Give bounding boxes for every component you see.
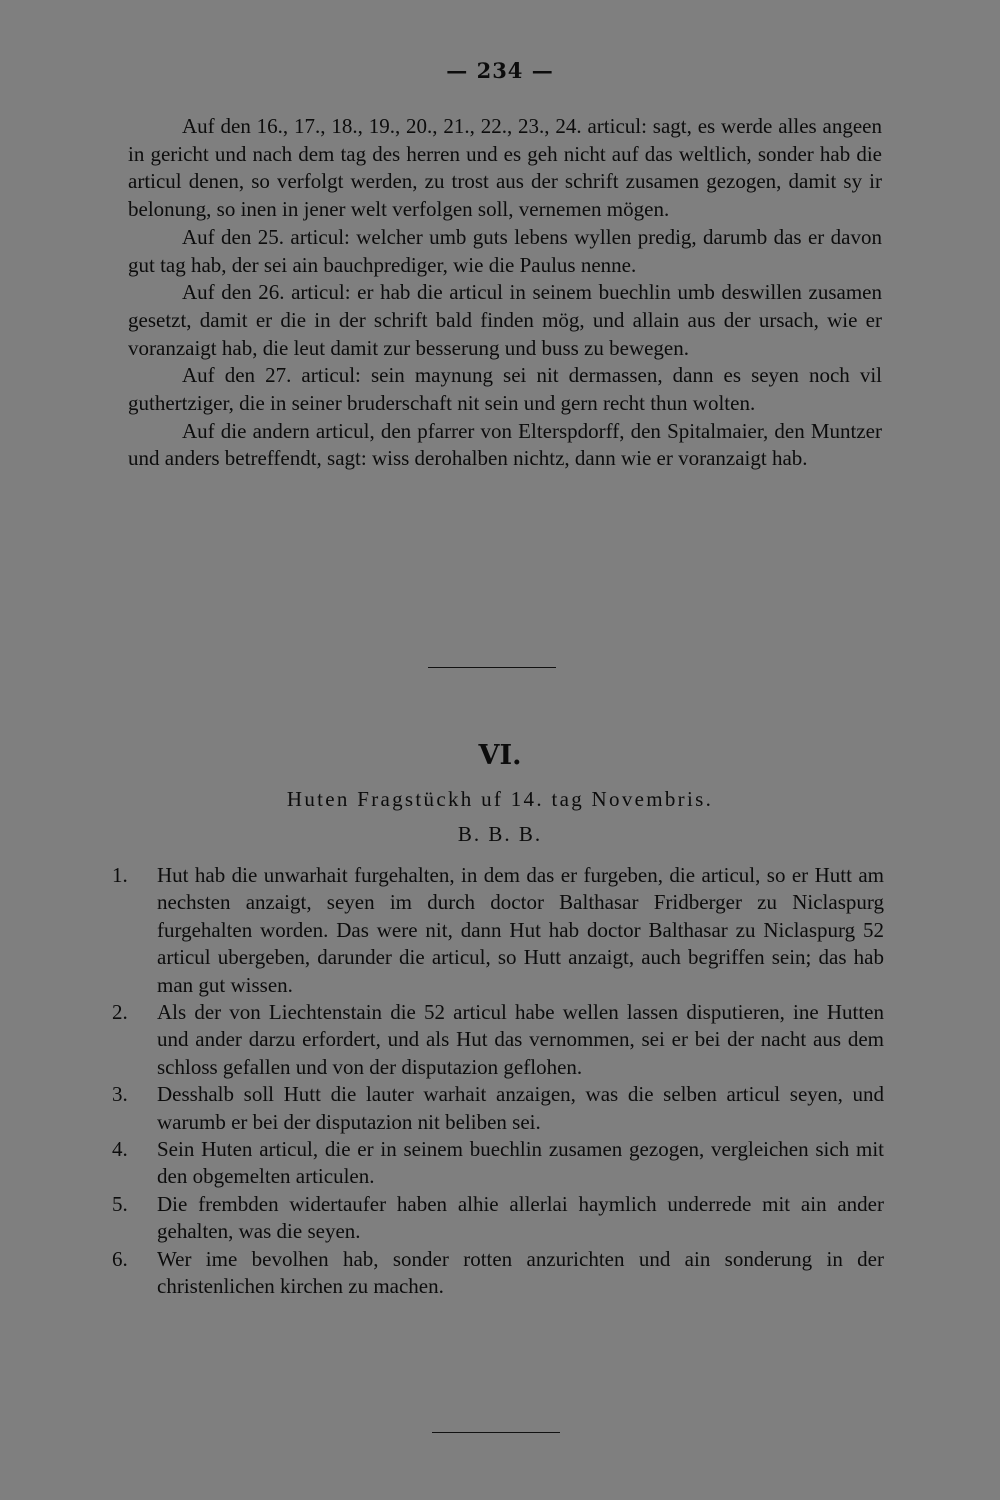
question-list [112,862,884,1301]
item-number: 5. [112,1191,128,1216]
list-item [112,862,884,999]
item-text: Wer ime bevolhen hab, sonder rotten anzurichten und ain sonderung in der christenlichen kirchen zu machen. [157,1246,884,1299]
item-number: 2. [112,1000,128,1025]
body-text [128,113,882,473]
list-item [112,999,884,1081]
item-text: Sein Huten articul, die er in seinem buechlin zusamen gezogen, vergleichen sich mit den obgemelten articulen. [157,1137,884,1189]
list-item [112,1081,884,1136]
page-number: — 234 — [446,58,554,83]
paragraph-article-27: Auf den 27. articul: sein maynung sei nit dermassen, dann es seyen noch vil guthertziger, die in seiner bruderschaft nit sein und gern recht thun wolten. [128,363,882,416]
section-divider [428,667,556,668]
item-text: Hut hab die unwarhait furgehalten, in dem das er furgeben, die articul, so er Hutt am nechsten anzaigt, seyen im durch doctor Balthasar Fridberger zu Niclaspurg furgehalten worden. Das were nit, dann Hut hab doctor Balthasar zu Niclaspurg 52 articul ubergeben, darunder die articul, so Hutt anzaigt, auch begriffen sein; das hab man gut wissen. [157,863,884,997]
paragraph-article-26: Auf den 26. articul: er hab die articul in seinem buechlin umb deswillen zusamen gesetzt, damit er die in der schrift bald finden mög, und allain aus der ursach, wie er voranzaigt hab, die leut damit zur besserung und buss zu bewegen. [128,280,882,360]
item-text: Die frembden widertaufer haben alhie allerlai haymlich underrede mit ain ander gehalten, was die seyen. [157,1191,884,1244]
section-number: VI. [478,740,522,771]
bottom-divider [432,1432,560,1433]
list-item [112,1136,884,1191]
item-text: Als der von Liechtenstain die 52 articul habe wellen lassen disputieren, ine Hutten und ander darzu erfordert, und als Hut das vernommen, sei er bei der nacht aus dem schloss gefallen und von der disputazion geflohen. [157,1000,884,1079]
item-number: 3. [112,1082,128,1107]
list-item [112,1246,884,1301]
paragraph-other-articles: Auf die andern articul, den pfarrer von Elterspdorff, den Spitalmaier, den Muntzer und anders betreffendt, sagt: wiss derohalben nichtz, dann wie er voranzaigt hab. [128,418,882,471]
item-number: 4. [112,1137,128,1162]
item-number: 1. [112,863,128,887]
list-item [112,1191,884,1246]
paragraph-article-25: Auf den 25. articul: welcher umb guts lebens wyllen predig, darumb das er davon gut tag hab, der sei ain bauchprediger, wie die Paulus nenne. [128,224,882,277]
item-number: 6. [112,1246,128,1271]
section-title: Huten Fragstückh uf 14. tag Novembris. [286,787,714,811]
paragraph-articles-16-24: Auf den 16., 17., 18., 19., 20., 21., 22., 23., 24. articul: sagt, es werde alles angeen in gericht und nach dem tag des herren und es geh nicht auf das weltlich, sonder hab die articul denen, so verfolgt werden, zu trost aus der schrift zusamen gezogen, damit sy ir belonung, so inen in jener welt verfolgen soll, vernemen mögen. [128,114,882,222]
section-subtitle: B. B. B. [457,822,543,846]
item-text: Desshalb soll Hutt die lauter warhait anzaigen, was die selben articul seyen, und warumb er bei der disputazion nit beliben sei. [157,1082,884,1134]
